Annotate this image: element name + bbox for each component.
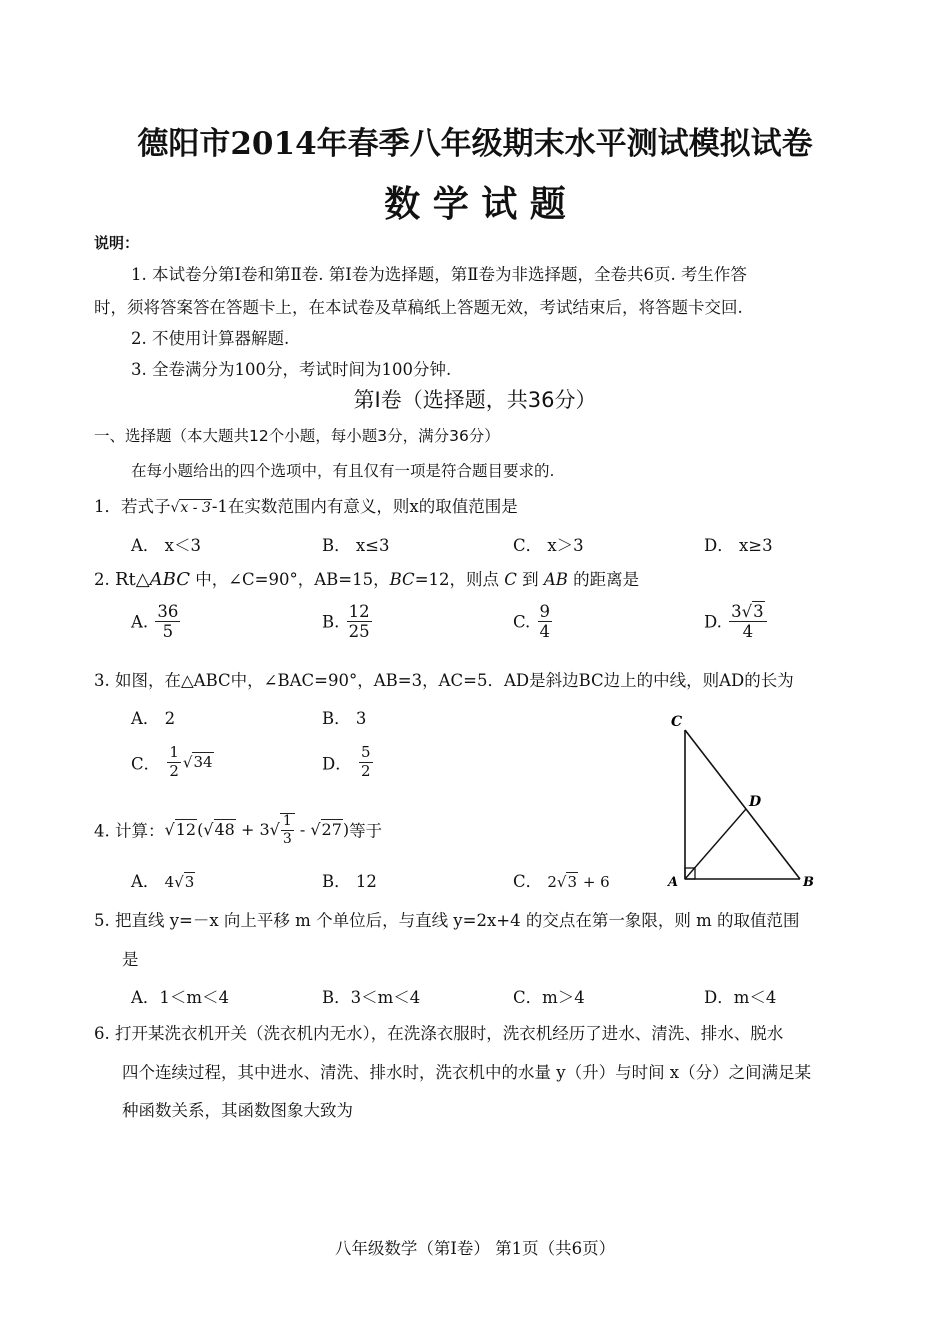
q4-c-label: C． xyxy=(513,872,543,891)
note-1b: 时，须将答案答在答题卡上，在本试卷及草稿纸上答题无效，考试结束后，将答题卡交回. xyxy=(94,298,743,317)
q3-option-b[interactable]: B． 3 xyxy=(322,709,367,728)
q2-a-den: 5 xyxy=(162,622,174,642)
q3-d-label: D． xyxy=(322,754,352,774)
triangle-figure xyxy=(660,705,830,895)
q3-c-sqrt: √34 xyxy=(182,753,213,772)
q2-d-den: 4 xyxy=(742,622,754,642)
q2-b-fraction xyxy=(347,603,372,641)
part-instruction: 在每小题给出的四个选项中，有且仅有一项是符合题目要求的. xyxy=(131,462,555,480)
section-title: 第Ⅰ卷（选择题，共36分） xyxy=(353,388,597,412)
q4-a-rad: 3 xyxy=(184,873,195,891)
q4-post: 等于 xyxy=(349,821,383,841)
question-6-line-2: 四个连续过程，其中进水、清洗、排水时，洗衣机中的水量 y（升）与时间 x（分）之间满足某 xyxy=(122,1063,812,1082)
note-2: 2. 不使用计算器解题. xyxy=(131,329,290,348)
q4-pre: 4. 计算： xyxy=(94,821,165,841)
q4-c-value: 2√3 + 6 xyxy=(547,873,610,891)
note-1a: 1. 本试卷分第Ⅰ卷和第Ⅱ卷. 第Ⅰ卷为选择题，第Ⅱ卷为非选择题，全卷共6页. 考生作答 xyxy=(131,265,747,284)
q2-mid2: =12，则点 xyxy=(414,570,505,589)
side-bc xyxy=(685,730,800,879)
page-footer: 八年级数学（第Ⅰ卷） 第1页（共6页） xyxy=(334,1239,616,1258)
q1-option-b[interactable]: B． x≤3 xyxy=(322,536,390,555)
exam-title: 德阳市2014年春季八年级期末水平测试模拟试卷 xyxy=(137,126,813,162)
exam-subtitle: 数 学 试 题 xyxy=(384,183,566,225)
q4-fd: 3 xyxy=(282,830,292,847)
q2-c-fraction xyxy=(538,603,553,641)
q1-option-d[interactable]: D． x≥3 xyxy=(704,536,773,555)
q4-option-b[interactable]: B． 12 xyxy=(322,872,377,891)
q2-abc: ABC xyxy=(149,569,190,590)
q2-b-den: 25 xyxy=(348,622,370,642)
note-3: 3. 全卷满分为100分，考试时间为100分钟. xyxy=(131,360,452,379)
q2-c-label: C. xyxy=(513,612,531,632)
q2-option-c[interactable] xyxy=(513,603,554,641)
q3-d-num: 5 xyxy=(360,743,371,761)
label-a: A xyxy=(668,875,679,890)
q2-b-num: 12 xyxy=(348,602,370,621)
q2-c-den: 4 xyxy=(539,622,551,642)
q4-option-c[interactable] xyxy=(513,868,610,892)
q2-option-b[interactable] xyxy=(322,603,374,641)
q4-option-a[interactable] xyxy=(131,868,195,892)
q3-c-num: 1 xyxy=(169,743,179,761)
q1-post: -1在实数范围内有意义，则x的取值范围是 xyxy=(211,497,518,516)
q1-pre: 1．若式子 xyxy=(94,497,171,516)
q5-option-b[interactable]: B．3＜m＜4 xyxy=(322,988,421,1007)
q2-d-num: 3√3 xyxy=(729,603,767,622)
q4-r3: 27 xyxy=(321,819,342,839)
q4-plus: + 3 xyxy=(240,819,270,839)
question-2-stem xyxy=(94,566,639,590)
q2-pre: 2. xyxy=(94,570,115,589)
question-1-stem xyxy=(94,493,518,517)
label-b: B xyxy=(803,875,814,890)
q2-b-label: B. xyxy=(322,612,340,632)
q4-c-coef: 2 xyxy=(547,873,557,891)
q2-c-num: 9 xyxy=(539,602,551,621)
q2-a-label: A. xyxy=(131,612,149,632)
question-5-line-1: 5. 把直线 y=－x 向上平移 m 个单位后，与直线 y=2x+4 的交点在第一象限，则 m 的取值范围 xyxy=(94,911,800,930)
q2-mid3: 到 xyxy=(516,570,544,589)
q4-a-value: 4√3 xyxy=(164,873,195,891)
q2-option-d[interactable] xyxy=(704,603,769,641)
q4-a-label: A． xyxy=(131,872,160,891)
q3-option-c[interactable] xyxy=(131,745,214,780)
q2-post: 的距离是 xyxy=(567,570,640,589)
q2-c: C xyxy=(504,570,517,589)
q4-r2: 48 xyxy=(214,819,235,839)
q5-option-d[interactable]: D．m＜4 xyxy=(704,988,777,1007)
notes-heading: 说明： xyxy=(94,234,140,252)
q2-option-a[interactable] xyxy=(131,603,182,641)
q3-c-label: C． xyxy=(131,754,161,774)
q4-a-coef: 4 xyxy=(164,873,175,891)
q5-option-c[interactable]: C．m＞4 xyxy=(513,988,585,1007)
q1-option-c[interactable]: C． x＞3 xyxy=(513,536,584,555)
question-5-line-2: 是 xyxy=(122,950,139,969)
q4-r1: 12 xyxy=(175,819,197,839)
label-c: C xyxy=(671,714,683,730)
q3-c-den: 2 xyxy=(169,761,179,780)
q2-a-num: 36 xyxy=(157,602,179,621)
question-3-stem: 3. 如图，在△ABC中，∠BAC=90°，AB=3，AC=5．AD是斜边BC边上的中线，则AD的长为 xyxy=(94,671,794,690)
q5-option-a[interactable]: A．1＜m＜4 xyxy=(131,988,230,1007)
q4-c-rad: 3 xyxy=(567,873,578,891)
q1-sqrt: √x - 3 xyxy=(170,500,211,516)
q4-expression: √12(√48 + 3√ $\frac{1}{3}$ - √27) xyxy=(164,813,350,847)
q2-rt: Rt△ xyxy=(115,569,150,590)
q3-option-d[interactable] xyxy=(322,745,375,780)
q3-c-fraction xyxy=(167,745,181,780)
q3-option-a[interactable]: A． 2 xyxy=(131,709,176,728)
q2-d-rad: 3 xyxy=(753,602,764,621)
q4-c-tail: + 6 xyxy=(582,873,610,891)
part-heading: 一、选择题（本大题共12个小题，每小题3分，满分36分） xyxy=(94,427,500,445)
q3-d-den: 2 xyxy=(360,761,371,780)
q1-option-a[interactable]: A． x＜3 xyxy=(131,536,201,555)
q3-c-rad: 34 xyxy=(193,753,213,772)
q2-mid: 中，∠C=90°，AB=15， xyxy=(189,570,390,589)
q2-d-fraction xyxy=(729,603,767,641)
question-6-line-3: 种函数关系，其函数图象大致为 xyxy=(122,1101,353,1120)
q1-radicand: x - 3 xyxy=(180,500,211,516)
question-4-stem xyxy=(94,813,382,846)
q4-minus: - xyxy=(299,819,306,839)
q2-ab: AB xyxy=(543,570,568,589)
question-6-line-1: 6. 打开某洗衣机开关（洗衣机内无水），在洗涤衣服时，洗衣机经历了进水、清洗、排水、脱水 xyxy=(94,1024,784,1043)
q2-d-coef: 3 xyxy=(731,602,742,621)
q2-bc: BC xyxy=(389,570,415,589)
label-d: D xyxy=(749,794,762,810)
q2-d-label: D. xyxy=(704,612,722,632)
q4-fraction xyxy=(281,814,294,846)
q3-d-fraction xyxy=(359,745,373,780)
q4-fn: 1 xyxy=(282,813,292,829)
q2-a-fraction xyxy=(155,603,180,641)
